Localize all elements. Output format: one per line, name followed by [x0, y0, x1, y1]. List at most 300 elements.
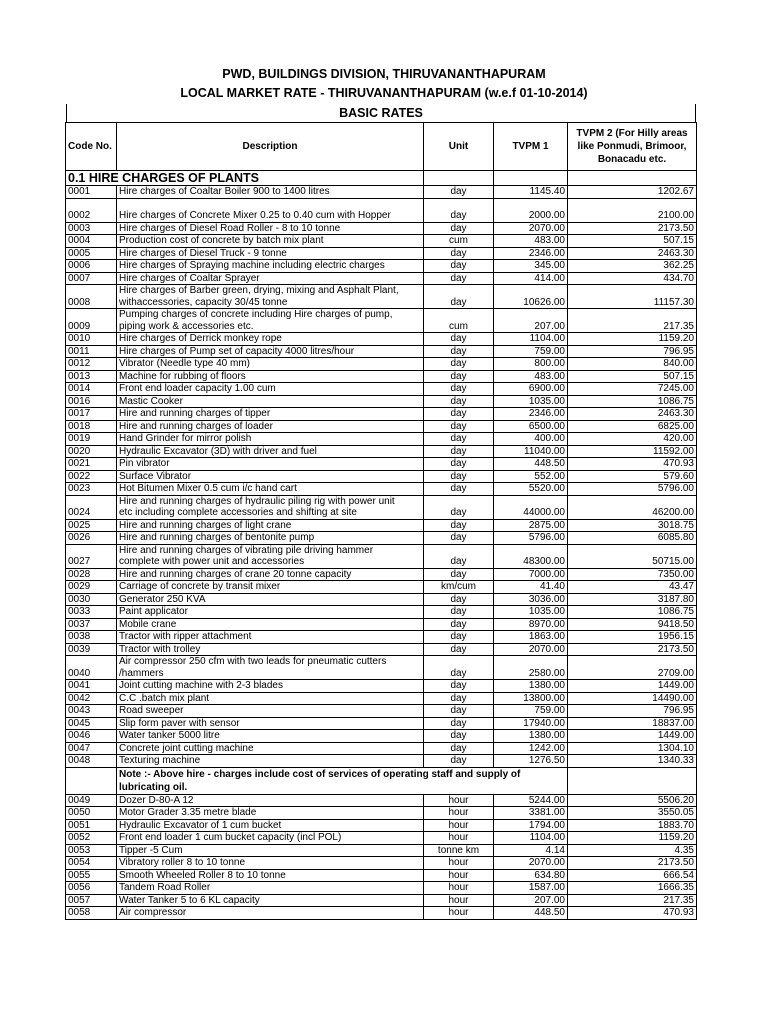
description-line: Tipper -5 Cum	[119, 844, 183, 856]
rates-table	[65, 122, 697, 920]
row-description	[117, 272, 424, 285]
description-line: Tandem Road Roller	[119, 882, 211, 893]
row-tvpm1: 345.00	[494, 260, 568, 273]
table-row	[66, 581, 697, 594]
row-code: 0057	[66, 894, 117, 907]
row-description	[117, 445, 424, 458]
row-tvpm2: 507.15	[568, 370, 697, 383]
row-tvpm2: 1449.00	[568, 730, 697, 743]
description-line: Hire and running charges of bentonite pump	[119, 532, 315, 543]
description-line: piping work & accessories etc.	[119, 320, 254, 332]
row-description	[117, 717, 424, 730]
row-code: 0019	[66, 433, 117, 446]
row-code: 0011	[66, 345, 117, 358]
table-row	[66, 458, 697, 471]
table-row	[66, 832, 697, 845]
row-tvpm2: 1086.75	[568, 395, 697, 408]
row-tvpm2: 470.93	[568, 458, 697, 471]
row-code: 0014	[66, 383, 117, 396]
row-code: 0037	[66, 618, 117, 631]
description-line: Hire and running charges of crane 20 tonne capacity	[119, 568, 352, 580]
row-tvpm2: 434.70	[568, 272, 697, 285]
row-tvpm1: 2875.00	[494, 519, 568, 532]
row-code: 0053	[66, 844, 117, 857]
description-line: Hire charges of Coaltar Boiler 900 to 1400 litres	[119, 186, 330, 197]
row-tvpm1: 3036.00	[494, 593, 568, 606]
row-description	[117, 186, 424, 199]
row-tvpm1: 17940.00	[494, 717, 568, 730]
description-line: Pin vibrator	[119, 458, 170, 469]
row-description	[117, 309, 424, 333]
row-tvpm1: 10626.00	[494, 285, 568, 309]
description-line: Generator 250 KVA	[119, 593, 206, 605]
description-line: complete with power unit and accessories	[119, 556, 305, 567]
row-code: 0046	[66, 730, 117, 743]
row-unit: day	[424, 285, 494, 309]
table-row	[66, 869, 697, 882]
row-unit: day	[424, 631, 494, 644]
empty-cell	[66, 767, 117, 794]
row-tvpm2: 11592.00	[568, 445, 697, 458]
row-unit: day	[424, 198, 494, 222]
row-code: 0027	[66, 544, 117, 568]
row-code: 0030	[66, 593, 117, 606]
table-row	[66, 532, 697, 545]
row-tvpm1: 414.00	[494, 272, 568, 285]
description-line: Dozer D-80-A 12	[119, 794, 194, 806]
row-unit: day	[424, 692, 494, 705]
row-tvpm2: 796.95	[568, 345, 697, 358]
description-line: Hydraulic Excavator (3D) with driver and fuel	[119, 445, 317, 457]
row-tvpm2: 796.95	[568, 705, 697, 718]
row-unit: day	[424, 680, 494, 693]
row-tvpm2: 18837.00	[568, 717, 697, 730]
row-tvpm2: 840.00	[568, 358, 697, 371]
description-line: Pumping charges of concrete including Hire charges of pump,	[119, 309, 393, 320]
row-tvpm1: 6900.00	[494, 383, 568, 396]
table-row	[66, 819, 697, 832]
row-tvpm2: 43.47	[568, 581, 697, 594]
row-description	[117, 907, 424, 920]
row-code: 0049	[66, 794, 117, 807]
header-tvpm1: TVPM 1	[494, 123, 568, 171]
table-row	[66, 247, 697, 260]
description-line: Motor Grader 3.35 metre blade	[119, 807, 257, 818]
description-line: Mastic Cooker	[119, 395, 183, 407]
row-code: 0010	[66, 333, 117, 346]
row-description	[117, 235, 424, 248]
row-unit: day	[424, 445, 494, 458]
description-line: Slip form paver with sensor	[119, 717, 240, 729]
document-subtitle: LOCAL MARKET RATE - THIRUVANANTHAPURAM (w.e.f 01-10-2014)	[180, 86, 588, 100]
table-row	[66, 235, 697, 248]
row-unit: day	[424, 370, 494, 383]
row-tvpm2: 7245.00	[568, 383, 697, 396]
row-tvpm1: 552.00	[494, 470, 568, 483]
row-description	[117, 869, 424, 882]
row-unit: day	[424, 458, 494, 471]
row-unit: day	[424, 519, 494, 532]
row-description	[117, 433, 424, 446]
row-tvpm2: 2463.30	[568, 247, 697, 260]
header-tvpm2: TVPM 2 (For Hilly areas like Ponmudi, Brimoor, Bonacadu etc.	[568, 123, 697, 171]
table-row	[66, 383, 697, 396]
row-unit: cum	[424, 309, 494, 333]
row-tvpm1: 1380.00	[494, 730, 568, 743]
row-tvpm2: 46200.00	[568, 495, 697, 519]
row-description	[117, 755, 424, 768]
row-code: 0008	[66, 285, 117, 309]
row-code: 0038	[66, 631, 117, 644]
description-line: /hammers	[119, 667, 164, 679]
row-tvpm2: 1666.35	[568, 882, 697, 895]
row-unit: day	[424, 358, 494, 371]
row-unit: hour	[424, 807, 494, 820]
description-line: C.C .batch mix plant	[119, 692, 210, 704]
row-tvpm1: 5796.00	[494, 532, 568, 545]
table-row	[66, 568, 697, 581]
row-code: 0033	[66, 606, 117, 619]
row-tvpm2: 579.60	[568, 470, 697, 483]
table-row	[66, 470, 697, 483]
description-line: Road sweeper	[119, 705, 184, 716]
description-line: withaccessories, capacity 30/45 tonne	[119, 296, 288, 308]
row-tvpm2: 1159.20	[568, 333, 697, 346]
row-tvpm2: 4.35	[568, 844, 697, 857]
row-tvpm2: 6825.00	[568, 420, 697, 433]
row-tvpm2: 2100.00	[568, 198, 697, 222]
row-tvpm2: 217.35	[568, 309, 697, 333]
row-tvpm1: 48300.00	[494, 544, 568, 568]
row-unit: km/cum	[424, 581, 494, 594]
row-tvpm1: 2000.00	[494, 198, 568, 222]
row-code: 0023	[66, 483, 117, 496]
row-code: 0007	[66, 272, 117, 285]
row-description	[117, 420, 424, 433]
row-description	[117, 285, 424, 309]
row-tvpm1: 448.50	[494, 458, 568, 471]
table-row	[66, 445, 697, 458]
row-code: 0009	[66, 309, 117, 333]
description-line: Hire charges of Derrick monkey rope	[119, 333, 282, 344]
table-row	[66, 483, 697, 496]
row-tvpm1: 13800.00	[494, 692, 568, 705]
row-description	[117, 794, 424, 807]
row-unit: day	[424, 593, 494, 606]
row-unit: day	[424, 742, 494, 755]
row-tvpm2: 217.35	[568, 894, 697, 907]
row-unit: day	[424, 483, 494, 496]
row-unit: day	[424, 532, 494, 545]
row-description	[117, 519, 424, 532]
row-tvpm1: 44000.00	[494, 495, 568, 519]
row-description	[117, 260, 424, 273]
description-line: Hire charges of Barber green, drying, mixing and Asphalt Plant,	[119, 285, 399, 296]
table-row	[66, 807, 697, 820]
table-row	[66, 717, 697, 730]
row-code: 0017	[66, 408, 117, 421]
row-tvpm1: 6500.00	[494, 420, 568, 433]
row-description	[117, 894, 424, 907]
row-tvpm2: 1956.15	[568, 631, 697, 644]
row-tvpm2: 7350.00	[568, 568, 697, 581]
table-row	[66, 272, 697, 285]
row-unit: tonne km	[424, 844, 494, 857]
row-code: 0043	[66, 705, 117, 718]
row-unit: day	[424, 395, 494, 408]
table-row	[66, 433, 697, 446]
description-line: Tractor with ripper attachment	[119, 631, 252, 642]
row-description	[117, 395, 424, 408]
header-unit: Unit	[424, 123, 494, 171]
table-row	[66, 495, 697, 519]
description-line: Hire charges of Coaltar Sprayer	[119, 272, 260, 284]
row-unit: day	[424, 544, 494, 568]
row-description	[117, 692, 424, 705]
table-row	[66, 260, 697, 273]
description-line: Hire charges of Diesel Road Roller - 8 to 10 tonne	[119, 222, 341, 234]
row-tvpm1: 1242.00	[494, 742, 568, 755]
row-code: 0005	[66, 247, 117, 260]
row-description	[117, 807, 424, 820]
row-unit: day	[424, 755, 494, 768]
description-line: Vibratory roller 8 to 10 tonne	[119, 857, 246, 868]
row-description	[117, 832, 424, 845]
row-code: 0048	[66, 755, 117, 768]
table-row	[66, 333, 697, 346]
row-code: 0051	[66, 819, 117, 832]
row-code: 0001	[66, 186, 117, 199]
row-tvpm2: 2173.50	[568, 643, 697, 656]
description-line: Hire charges of Pump set of capacity 4000 litres/hour	[119, 345, 355, 357]
row-tvpm2: 3018.75	[568, 519, 697, 532]
row-description	[117, 618, 424, 631]
row-unit: day	[424, 470, 494, 483]
row-tvpm1: 8970.00	[494, 618, 568, 631]
row-code: 0002	[66, 198, 117, 222]
row-tvpm1: 400.00	[494, 433, 568, 446]
description-line: etc including complete accessories and shifting at site	[119, 507, 357, 518]
row-tvpm1: 2346.00	[494, 408, 568, 421]
row-code: 0058	[66, 907, 117, 920]
row-description	[117, 495, 424, 519]
row-unit: hour	[424, 882, 494, 895]
row-unit: day	[424, 433, 494, 446]
row-description	[117, 568, 424, 581]
description-line: Vibrator (Needle type 40 mm)	[119, 358, 250, 369]
description-line: Water Tanker 5 to 6 KL capacity	[119, 894, 260, 906]
table-row	[66, 618, 697, 631]
row-tvpm2: 50715.00	[568, 544, 697, 568]
table-header-row	[66, 123, 697, 171]
row-tvpm1: 207.00	[494, 309, 568, 333]
row-code: 0020	[66, 445, 117, 458]
row-tvpm2: 1159.20	[568, 832, 697, 845]
description-line: Smooth Wheeled Roller 8 to 10 tonne	[119, 869, 286, 881]
row-unit: day	[424, 730, 494, 743]
table-row	[66, 907, 697, 920]
row-tvpm1: 7000.00	[494, 568, 568, 581]
empty-cell	[568, 767, 697, 794]
table-row	[66, 593, 697, 606]
row-unit: day	[424, 408, 494, 421]
table-row	[66, 606, 697, 619]
row-tvpm2: 1883.70	[568, 819, 697, 832]
row-code: 0026	[66, 532, 117, 545]
row-description	[117, 247, 424, 260]
section-title: 0.1 HIRE CHARGES OF PLANTS	[66, 171, 424, 186]
table-row	[66, 345, 697, 358]
description-line: Joint cutting machine with 2-3 blades	[119, 680, 283, 691]
row-unit: day	[424, 656, 494, 680]
row-tvpm2: 2173.50	[568, 222, 697, 235]
row-code: 0041	[66, 680, 117, 693]
row-tvpm1: 759.00	[494, 705, 568, 718]
row-description	[117, 544, 424, 568]
row-unit: day	[424, 345, 494, 358]
description-line: Mobile crane	[119, 618, 177, 630]
row-tvpm1: 448.50	[494, 907, 568, 920]
description-line: Hire and running charges of loader	[119, 420, 273, 432]
note-row	[66, 767, 697, 794]
description-line: Concrete joint cutting machine	[119, 742, 254, 754]
table-row	[66, 643, 697, 656]
row-unit: hour	[424, 869, 494, 882]
table-row	[66, 186, 697, 199]
row-unit: day	[424, 186, 494, 199]
row-unit: day	[424, 333, 494, 346]
row-unit: hour	[424, 819, 494, 832]
row-unit: day	[424, 247, 494, 260]
table-row	[66, 631, 697, 644]
description-line: Hire and running charges of light crane	[119, 519, 292, 531]
row-code: 0003	[66, 222, 117, 235]
description-line: Machine for rubbing of floors	[119, 370, 246, 382]
row-unit: day	[424, 383, 494, 396]
row-code: 0052	[66, 832, 117, 845]
row-code: 0018	[66, 420, 117, 433]
table-row	[66, 358, 697, 371]
description-line: Hot Bitumen Mixer 0.5 cum i/c hand cart	[119, 483, 297, 494]
row-description	[117, 705, 424, 718]
row-tvpm1: 1794.00	[494, 819, 568, 832]
table-row	[66, 309, 697, 333]
row-tvpm2: 14490.00	[568, 692, 697, 705]
row-tvpm2: 9418.50	[568, 618, 697, 631]
row-unit: day	[424, 618, 494, 631]
row-tvpm1: 483.00	[494, 370, 568, 383]
row-unit: hour	[424, 794, 494, 807]
row-description	[117, 222, 424, 235]
row-tvpm2: 2709.00	[568, 656, 697, 680]
description-line: Texturing machine	[119, 755, 201, 766]
row-tvpm1: 2070.00	[494, 643, 568, 656]
row-code: 0006	[66, 260, 117, 273]
row-tvpm1: 5520.00	[494, 483, 568, 496]
description-line: Hire charges of Spraying machine including electric charges	[119, 260, 385, 271]
description-line: Air compressor	[119, 907, 187, 918]
table-row	[66, 370, 697, 383]
document-title: PWD, BUILDINGS DIVISION, THIRUVANANTHAPURAM	[222, 67, 546, 81]
row-tvpm2: 3187.80	[568, 593, 697, 606]
row-tvpm1: 41.40	[494, 581, 568, 594]
row-tvpm2: 2463.30	[568, 408, 697, 421]
row-tvpm1: 1587.00	[494, 882, 568, 895]
table-row	[66, 544, 697, 568]
row-description	[117, 333, 424, 346]
table-row	[66, 705, 697, 718]
description-line: Hand Grinder for mirror polish	[119, 433, 252, 444]
row-unit: day	[424, 643, 494, 656]
row-description	[117, 606, 424, 619]
row-code: 0024	[66, 495, 117, 519]
table-row	[66, 408, 697, 421]
table-row	[66, 519, 697, 532]
row-code: 0056	[66, 882, 117, 895]
description-line: Hire and running charges of tipper	[119, 408, 271, 419]
table-row	[66, 730, 697, 743]
row-tvpm1: 5244.00	[494, 794, 568, 807]
row-code: 0045	[66, 717, 117, 730]
row-code: 0028	[66, 568, 117, 581]
table-row	[66, 198, 697, 222]
row-tvpm2: 3550.05	[568, 807, 697, 820]
row-tvpm2: 666.54	[568, 869, 697, 882]
table-row	[66, 882, 697, 895]
row-description	[117, 383, 424, 396]
description-line: Hire and running charges of vibrating pile driving hammer	[119, 544, 374, 556]
row-code: 0012	[66, 358, 117, 371]
row-tvpm1: 207.00	[494, 894, 568, 907]
row-tvpm1: 1276.50	[494, 755, 568, 768]
description-line: Hire charges of Diesel Truck - 9 tonne	[119, 247, 287, 259]
row-unit: day	[424, 717, 494, 730]
row-unit: day	[424, 568, 494, 581]
row-unit: hour	[424, 857, 494, 870]
row-description	[117, 680, 424, 693]
row-code: 0055	[66, 869, 117, 882]
row-tvpm1: 1104.00	[494, 832, 568, 845]
row-unit: day	[424, 705, 494, 718]
table-row	[66, 222, 697, 235]
row-tvpm1: 759.00	[494, 345, 568, 358]
row-tvpm2: 1202.67	[568, 186, 697, 199]
table-row	[66, 742, 697, 755]
row-tvpm2: 1304.10	[568, 742, 697, 755]
table-caption: BASIC RATES	[66, 104, 696, 122]
row-tvpm1: 2070.00	[494, 222, 568, 235]
row-code: 0050	[66, 807, 117, 820]
section-row	[66, 171, 697, 186]
row-unit: day	[424, 495, 494, 519]
row-tvpm1: 1380.00	[494, 680, 568, 693]
row-tvpm1: 800.00	[494, 358, 568, 371]
row-code: 0047	[66, 742, 117, 755]
row-code: 0042	[66, 692, 117, 705]
row-description	[117, 857, 424, 870]
row-unit: day	[424, 272, 494, 285]
row-description	[117, 844, 424, 857]
row-tvpm1: 1035.00	[494, 395, 568, 408]
row-unit: hour	[424, 894, 494, 907]
row-tvpm2: 470.93	[568, 907, 697, 920]
row-unit: cum	[424, 235, 494, 248]
description-line: Front end loader capacity 1.00 cum	[119, 383, 276, 394]
row-code: 0004	[66, 235, 117, 248]
description-line: Production cost of concrete by batch mix plant	[119, 235, 324, 246]
row-tvpm2: 1340.33	[568, 755, 697, 768]
row-tvpm1: 2070.00	[494, 857, 568, 870]
